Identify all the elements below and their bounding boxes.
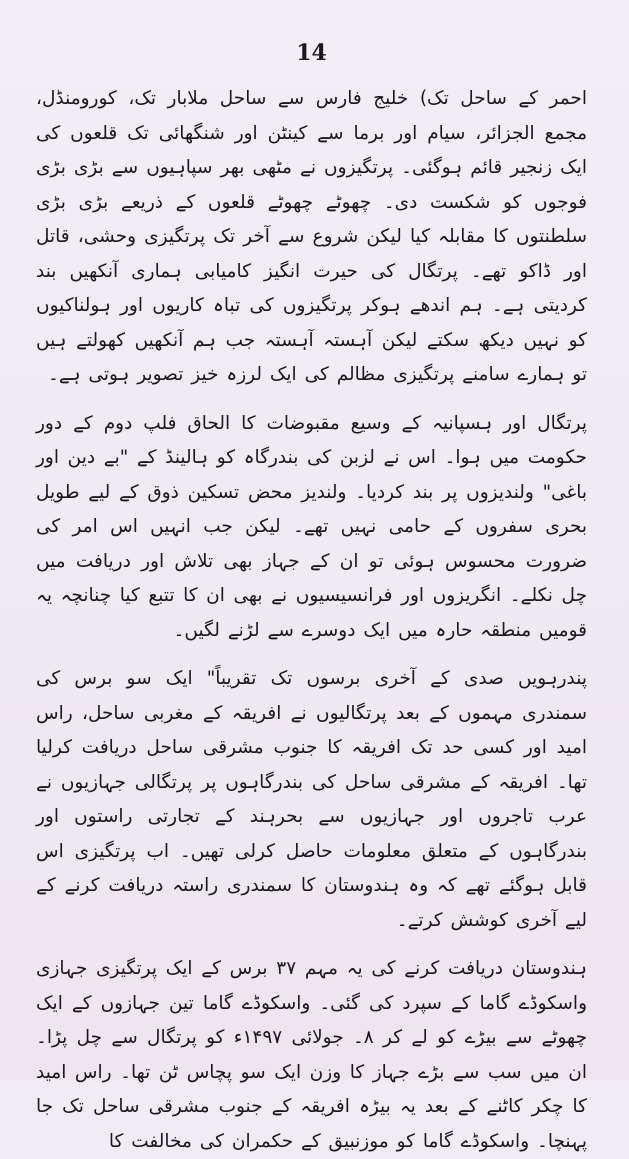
paragraph-3: پندرہویں صدی کے آخری برسوں تک تقریباً" ایک سو برس کی سمندری مہموں کے بعد پرتگالیوں نے افریقہ کے مغربی ساحل، راس امید اور کسی حد تک افریقہ کا جنوب مشرقی ساحل دریافت کرلیا تھا۔ افریقہ کے مشرقی ساحل کی بندرگاہوں پر پرتگالی جہازیوں نے عرب تاجروں اور جہازیوں سے بحرہند کے تجارتی راستوں اور بندرگاہوں کے متعلق معلومات حاصل کرلی تھیں۔ اب پرتگیزی اس قابل ہوگئے تھے کہ وہ ہندوستان کا سمندری راستہ دریافت کرنے کے لیے آخری کوشش کرتے۔	[36, 668, 587, 931]
paragraph-2: پرتگال اور ہسپانیہ کے وسیع مقبوضات کا الحاق فلپ دوم کے دور حکومت میں ہوا۔ اس نے لزبن کی بندرگاہ کو ہالینڈ کے "بے دین اور باغی" ولندیزوں پر بند کردیا۔ ولندیز محض تسکین ذوق کے لیے طویل بحری سفروں کے حامی نہیں تھے۔ لیکن جب انہیں اس امر کی ضرورت محسوس ہوئی تو ان کے جہاز بھی تلاش اور دریافت میں چل نکلے۔ انگریزوں اور فرانسیسیوں نے بھی ان کا تتبع کیا چنانچہ یہ قومیں منطقہ حارہ میں ایک دوسرے سے لڑنے لگیں۔	[36, 412, 587, 641]
page-number: 14	[296, 40, 327, 66]
paragraph-1: احمر کے ساحل تک) خلیج فارس سے ساحل ملابار تک، کورومنڈل، مجمع الجزائر، سیام اور برما سے کینٹن اور شنگھائی تک قلعوں کی ایک زنجیر قائم ہوگئی۔ پرتگیزوں نے مٹھی بھر سپاہیوں سے بڑی بڑی فوجوں کو شکست دی۔ چھوٹے چھوٹے قلعوں کے ذریعے بڑی بڑی سلطنتوں کا مقابلہ کیا لیکن شروع سے آخر تک پرتگیزی وحشی، قاتل اور ڈاکو تھے۔ پرتگال کی حیرت انگیز کامیابی ہماری آنکھیں بند کردیتی ہے۔ ہم اندھے ہوکر پرتگیزوں کی تباہ کاریوں اور ہولناکیوں کو نہیں دیکھ سکتے لیکن آہستہ آہستہ جب ہم آنکھیں کھولتے ہیں تو ہمارے سامنے پرتگیزی مظالم کی ایک لرزہ خیز تصویر ہوتی ہے۔	[36, 88, 587, 385]
paragraph-4: ہندوستان دریافت کرنے کی یہ مہم ۳۷ برس کے ایک پرتگیزی جہازی واسکوڈے گاما کے سپرد کی گئی۔ واسکوڈے گاما تین جہازوں کے ایک چھوٹے سے بیڑے کو لے کر ۸۔ جولائی ۱۴۹۷ء کو پرتگال سے چل پڑا۔ ان میں سب سے بڑے جہاز کا وزن ایک سو پچاس ٹن تھا۔ راس امید کا چکر کاٹنے کے بعد یہ بیڑہ افریقہ کے جنوب مشرقی ساحل تک جا پہنچا۔ واسکوڈے گاما کو موزنبیق کے حکمران کی مخالفت کا	[36, 958, 588, 1152]
body-text	[36, 82, 587, 1159]
